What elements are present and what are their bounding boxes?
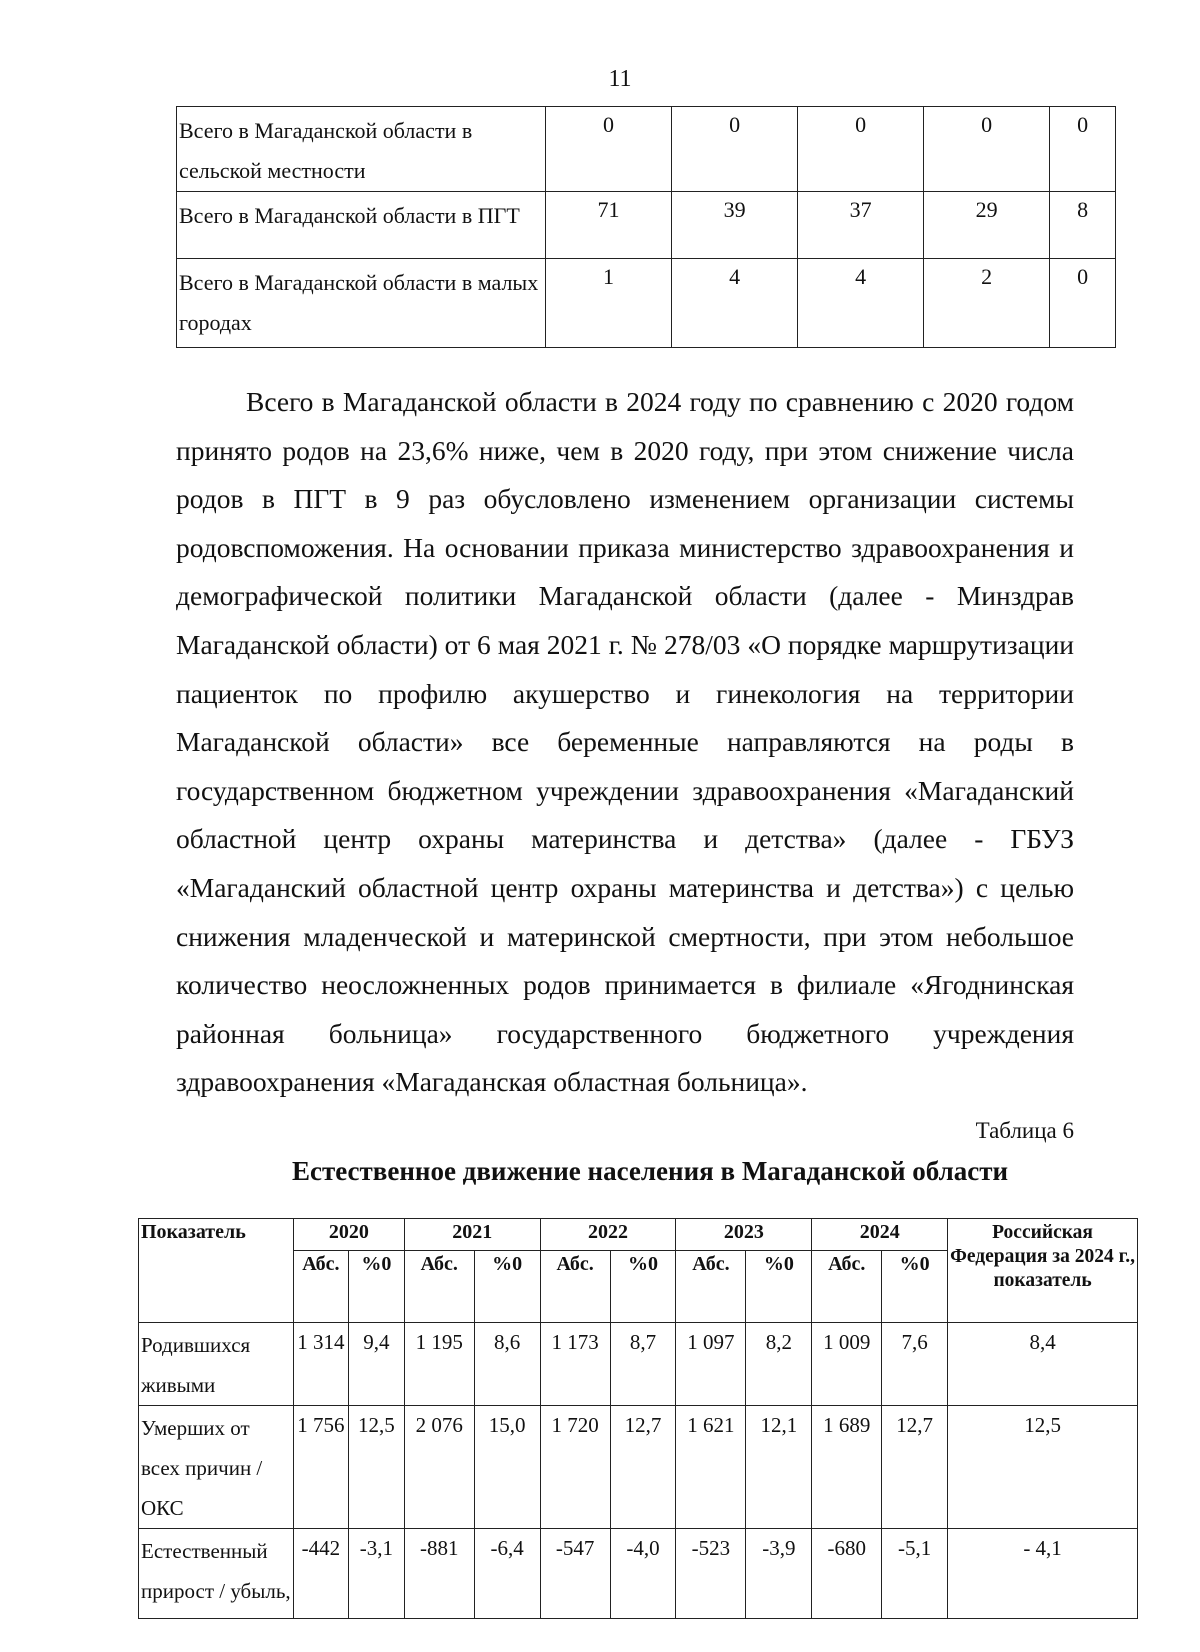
row-label: Естественный прирост / убыль, xyxy=(139,1529,294,1619)
page-number: 11 xyxy=(608,66,632,92)
subheader-abs: Абс. xyxy=(540,1251,610,1323)
cell-value: 1 621 xyxy=(676,1406,746,1529)
cell-value: 0 xyxy=(924,107,1050,192)
subheader-pct: %0 xyxy=(348,1251,404,1323)
table-row xyxy=(177,107,1116,192)
table-row xyxy=(177,259,1116,348)
table-row xyxy=(177,192,1116,259)
row-label: Родившихся живыми xyxy=(139,1323,294,1406)
subheader-pct: %0 xyxy=(474,1251,540,1323)
cell-value: -5,1 xyxy=(882,1529,948,1619)
cell-value: 9,4 xyxy=(348,1323,404,1406)
cell-value: 0 xyxy=(672,107,798,192)
header-year: 2024 xyxy=(812,1219,948,1251)
cell-value: 1 720 xyxy=(540,1406,610,1529)
cell-value: 37 xyxy=(798,192,924,259)
cell-value: 1 314 xyxy=(293,1323,348,1406)
cell-value: 39 xyxy=(672,192,798,259)
cell-value: -881 xyxy=(404,1529,474,1619)
table-header-row xyxy=(139,1219,1138,1251)
cell-rf-value: 8,4 xyxy=(948,1323,1138,1406)
row-label: Всего в Магаданской области в малых городах xyxy=(177,259,546,348)
cell-value: 4 xyxy=(798,259,924,348)
subheader-abs: Абс. xyxy=(812,1251,882,1323)
table-caption: Таблица 6 xyxy=(975,1118,1074,1143)
cell-value: 12,7 xyxy=(882,1406,948,1529)
cell-value: 0 xyxy=(1050,259,1116,348)
header-russian-federation: Российская Федерация за 2024 г., показатель xyxy=(948,1219,1138,1323)
cell-value: 1 173 xyxy=(540,1323,610,1406)
header-year: 2023 xyxy=(676,1219,812,1251)
cell-value: 1 xyxy=(546,259,672,348)
cell-value: 1 097 xyxy=(676,1323,746,1406)
cell-value: 4 xyxy=(672,259,798,348)
subheader-abs: Абс. xyxy=(293,1251,348,1323)
cell-value: 29 xyxy=(924,192,1050,259)
cell-rf-value: 12,5 xyxy=(948,1406,1138,1529)
rural-births-table xyxy=(176,106,1116,348)
subheader-pct: %0 xyxy=(882,1251,948,1323)
header-year: 2022 xyxy=(540,1219,676,1251)
cell-value: 8 xyxy=(1050,192,1116,259)
header-indicator: Показатель xyxy=(139,1219,294,1323)
cell-value: 12,5 xyxy=(348,1406,404,1529)
cell-value: -547 xyxy=(540,1529,610,1619)
cell-value: 15,0 xyxy=(474,1406,540,1529)
cell-value: -523 xyxy=(676,1529,746,1619)
cell-value: 1 009 xyxy=(812,1323,882,1406)
subheader-abs: Абс. xyxy=(676,1251,746,1323)
table-row xyxy=(139,1406,1138,1529)
table-row xyxy=(139,1323,1138,1406)
cell-value: 8,2 xyxy=(746,1323,812,1406)
table-title: Естественное движение населения в Магаданской области xyxy=(291,1156,1009,1186)
cell-value: 12,1 xyxy=(746,1406,812,1529)
cell-value: 0 xyxy=(546,107,672,192)
cell-value: -3,1 xyxy=(348,1529,404,1619)
subheader-pct: %0 xyxy=(746,1251,812,1323)
cell-value: -6,4 xyxy=(474,1529,540,1619)
body-paragraph: Всего в Магаданской области в 2024 году по сравнению с 2020 годом принято родов на 23,6% ниже, чем в 2020 году, при этом снижение числа родов в ПГТ в 9 раз обусловлено изменением организации системы родовспоможения. На основании приказа министерство здравоохранения и демографической политики Магаданской области (далее - Минздрав Магаданской области) от 6 мая 2021 г. № 278/03 «О порядке маршрутизации пациенток по профилю акушерство и гинекология на территории Магаданской области» все беременные направляются на роды в государственном бюджетном учреждении здравоохранения «Магаданский областной центр охраны материнства и детства» (далее - ГБУЗ «Магаданский областной центр охраны материнства и детства») с целью снижения младенческой и материнской смертности, при этом небольшое количество неосложненных родов принимается в филиале «Ягоднинская районная больница» государственного бюджетного учреждения здравоохранения «Магаданская областная больница». xyxy=(176,386,1074,1098)
row-label: Всего в Магаданской области в ПГТ xyxy=(177,192,546,259)
cell-value: 1 195 xyxy=(404,1323,474,1406)
row-label: Всего в Магаданской области в сельской местности xyxy=(177,107,546,192)
population-movement-table xyxy=(138,1218,1138,1619)
cell-value: 0 xyxy=(1050,107,1116,192)
cell-value: 2 076 xyxy=(404,1406,474,1529)
cell-value: -680 xyxy=(812,1529,882,1619)
cell-value: 1 756 xyxy=(293,1406,348,1529)
subheader-abs: Абс. xyxy=(404,1251,474,1323)
cell-rf-value: - 4,1 xyxy=(948,1529,1138,1619)
header-year: 2020 xyxy=(293,1219,404,1251)
row-label: Умерших от всех причин / ОКС xyxy=(139,1406,294,1529)
table-row xyxy=(139,1529,1138,1619)
cell-value: -442 xyxy=(293,1529,348,1619)
cell-value: 2 xyxy=(924,259,1050,348)
cell-value: -3,9 xyxy=(746,1529,812,1619)
cell-value: 7,6 xyxy=(882,1323,948,1406)
cell-value: 0 xyxy=(798,107,924,192)
cell-value: 1 689 xyxy=(812,1406,882,1529)
cell-value: -4,0 xyxy=(610,1529,676,1619)
cell-value: 8,6 xyxy=(474,1323,540,1406)
cell-value: 8,7 xyxy=(610,1323,676,1406)
cell-value: 71 xyxy=(546,192,672,259)
subheader-pct: %0 xyxy=(610,1251,676,1323)
cell-value: 12,7 xyxy=(610,1406,676,1529)
header-year: 2021 xyxy=(404,1219,540,1251)
